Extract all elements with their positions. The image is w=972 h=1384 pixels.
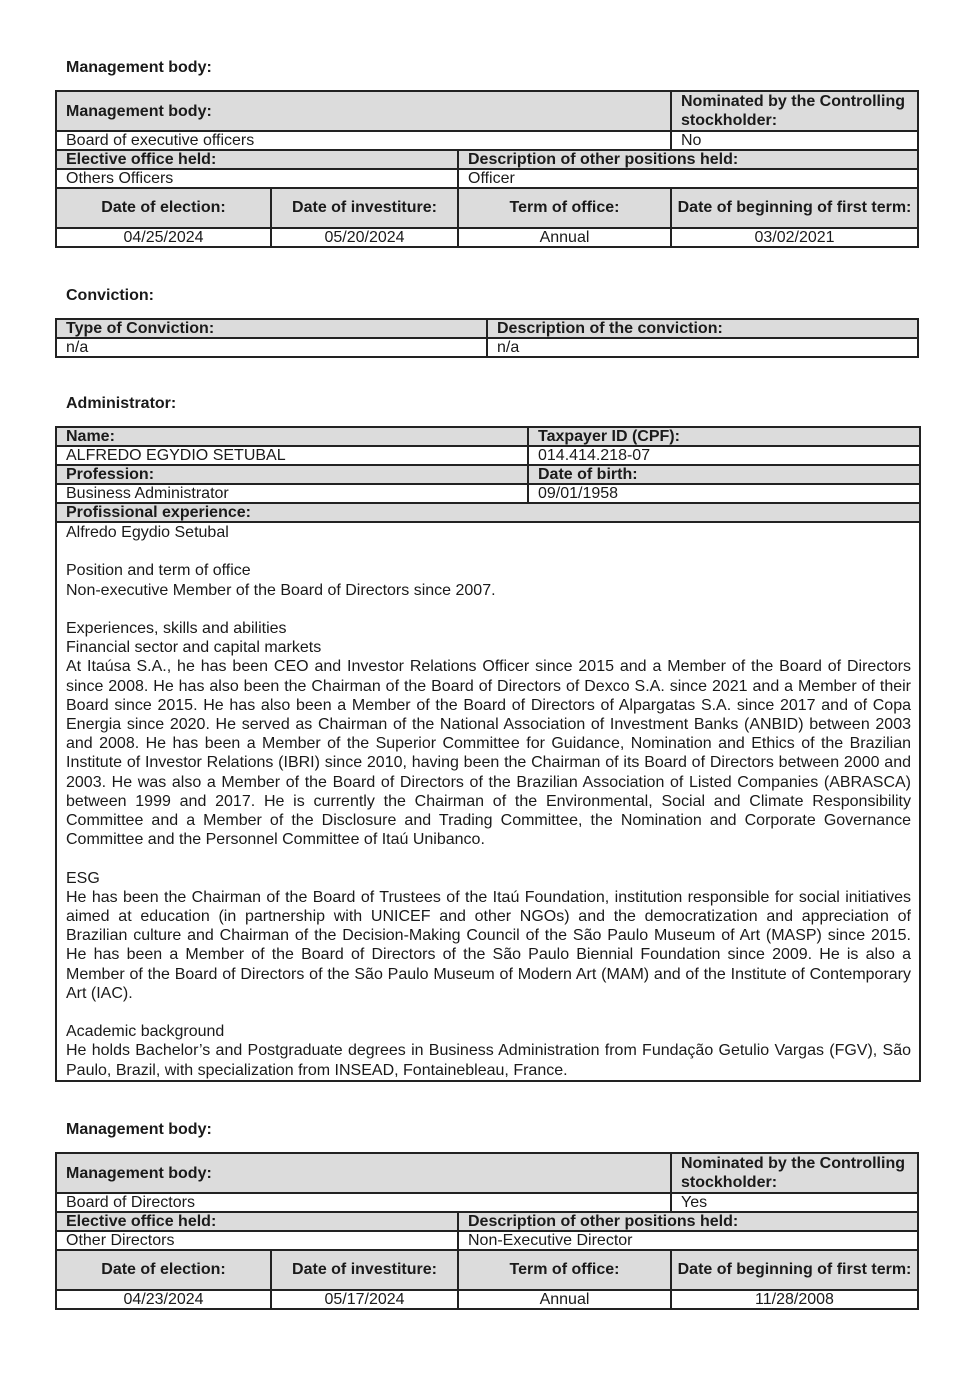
- management-body-table-2: [55, 1152, 919, 1310]
- esg-heading: ESG: [66, 869, 100, 887]
- section-title-management-body-2: Management body:: [66, 1121, 212, 1138]
- management-body-value: Board of executive officers: [56, 131, 671, 150]
- nominated-label: Nominated by the Controlling stockholder:: [671, 91, 918, 131]
- term-office-label-2: Term of office:: [458, 1250, 671, 1290]
- section-title-management-body: Management body:: [66, 59, 212, 76]
- name-value: ALFREDO EGYDIO SETUBAL: [56, 446, 528, 465]
- academic-heading: Academic background: [66, 1023, 225, 1041]
- term-office-value: Annual: [458, 228, 671, 247]
- conviction-type-label: Type of Conviction:: [56, 319, 487, 338]
- management-body-label: Management body:: [56, 91, 671, 131]
- esg-text: He has been the Chairman of the Board of Trustees of the Itaú Foundation, institution responsible for social initiatives aimed at education (in partnership with UNICEF and other NGOs) and the democratization and appreciation of Brazilian culture and Chairman of the Decision-Making Council of the São Paulo Museum of Art (MASP) since 2015. He has been a Member of the Board of Directors of the São Paulo Biennial Foundation since 2009. He is also a Member of the Board of Directors of the São Paulo Museum of Modern Art (MAM) and of the Institute of Contemporary Art (IAC).: [66, 888, 911, 1002]
- date-first-term-value-2: 11/28/2008: [671, 1290, 918, 1309]
- position-heading: Position and term of office: [66, 562, 251, 580]
- management-body-table: [55, 90, 919, 248]
- experience-name: Alfredo Egydio Setubal: [66, 524, 229, 541]
- conviction-description-value: n/a: [487, 338, 918, 357]
- other-positions-label-2: Description of other positions held:: [458, 1212, 918, 1231]
- date-first-term-label: Date of beginning of first term:: [671, 188, 918, 228]
- date-election-value: 04/25/2024: [56, 228, 271, 247]
- date-investiture-label-2: Date of investiture:: [271, 1250, 458, 1290]
- date-investiture-value: 05/20/2024: [271, 228, 458, 247]
- other-positions-value: Officer: [458, 169, 918, 188]
- management-body-label-2: Management body:: [56, 1153, 671, 1193]
- nominated-value-2: Yes: [671, 1193, 918, 1212]
- other-positions-label: Description of other positions held:: [458, 150, 918, 169]
- profession-label: Profession:: [56, 465, 528, 484]
- date-investiture-value-2: 05/17/2024: [271, 1290, 458, 1309]
- conviction-description-label: Description of the conviction:: [487, 319, 918, 338]
- experience-text: [56, 522, 920, 1081]
- position-text: Non-executive Member of the Board of Directors since 2007.: [66, 581, 496, 599]
- name-label: Name:: [56, 427, 528, 446]
- elective-office-label: Elective office held:: [56, 150, 458, 169]
- term-office-value-2: Annual: [458, 1290, 671, 1309]
- elective-office-value: Others Officers: [56, 169, 458, 188]
- section-title-administrator: Administrator:: [66, 395, 177, 412]
- skills-subheading: Financial sector and capital markets: [66, 639, 322, 657]
- management-body-value-2: Board of Directors: [56, 1193, 671, 1212]
- date-first-term-label-2: Date of beginning of first term:: [671, 1250, 918, 1290]
- date-election-label-2: Date of election:: [56, 1250, 271, 1290]
- elective-office-value-2: Other Directors: [56, 1231, 458, 1250]
- date-election-value-2: 04/23/2024: [56, 1290, 271, 1309]
- conviction-table: [55, 318, 919, 358]
- term-office-label: Term of office:: [458, 188, 671, 228]
- experience-label: Profissional experience:: [56, 503, 920, 522]
- conviction-type-value: n/a: [56, 338, 487, 357]
- elective-office-label-2: Elective office held:: [56, 1212, 458, 1231]
- administrator-table: [55, 426, 921, 1082]
- taxpayer-value: 014.414.218-07: [528, 446, 920, 465]
- section-title-conviction: Conviction:: [66, 287, 154, 304]
- academic-text: He holds Bachelor’s and Postgraduate degrees in Business Administration from Fundação Getulio Vargas (FGV), São Paulo, Brazil, with specialization from INSEAD, Fontainebleau, France.: [66, 1042, 911, 1079]
- nominated-label-2: Nominated by the Controlling stockholder:: [671, 1153, 918, 1193]
- dob-label: Date of birth:: [528, 465, 920, 484]
- skills-heading: Experiences, skills and abilities: [66, 619, 287, 637]
- date-investiture-label: Date of investiture:: [271, 188, 458, 228]
- nominated-value: No: [671, 131, 918, 150]
- other-positions-value-2: Non-Executive Director: [458, 1231, 918, 1250]
- profession-value: Business Administrator: [56, 484, 528, 503]
- date-election-label: Date of election:: [56, 188, 271, 228]
- skills-text: At Itaúsa S.A., he has been CEO and Investor Relations Officer since 2015 and a Member of the Board of Directors since 2008. He has also been the Chairman of the Board of Directors of Dexco S.A. since 2021 and a Member of their Board since 2015. He has also been a Member of the Board of Directors of Alpargatas S.A. since 2017 and of Copa Energia since 2020. He served as Chairman of the National Association of Investment Banks (ANBID) between 2003 and 2008. He has been a Member of the Superior Committee for Guidance, Nomination and Ethics of the Brazilian Institute of Investor Relations (IBRI) since 2010, having been the Chairman of its Board of Directors between 2000 and 2003. He was also a Member of the Board of Directors of the Brazilian Association of Listed Companies (ABRASCA) between 1999 and 2017. He is currently the Chairman of the Environmental, Social and Climate Responsibility Committee and a Member of the Disclosure and Trading Committee, the Nomination and Corporate Governance Committee and the Personnel Committee of Itaú Unibanco.: [66, 658, 911, 849]
- taxpayer-label: Taxpayer ID (CPF):: [528, 427, 920, 446]
- dob-value: 09/01/1958: [528, 484, 920, 503]
- date-first-term-value: 03/02/2021: [671, 228, 918, 247]
